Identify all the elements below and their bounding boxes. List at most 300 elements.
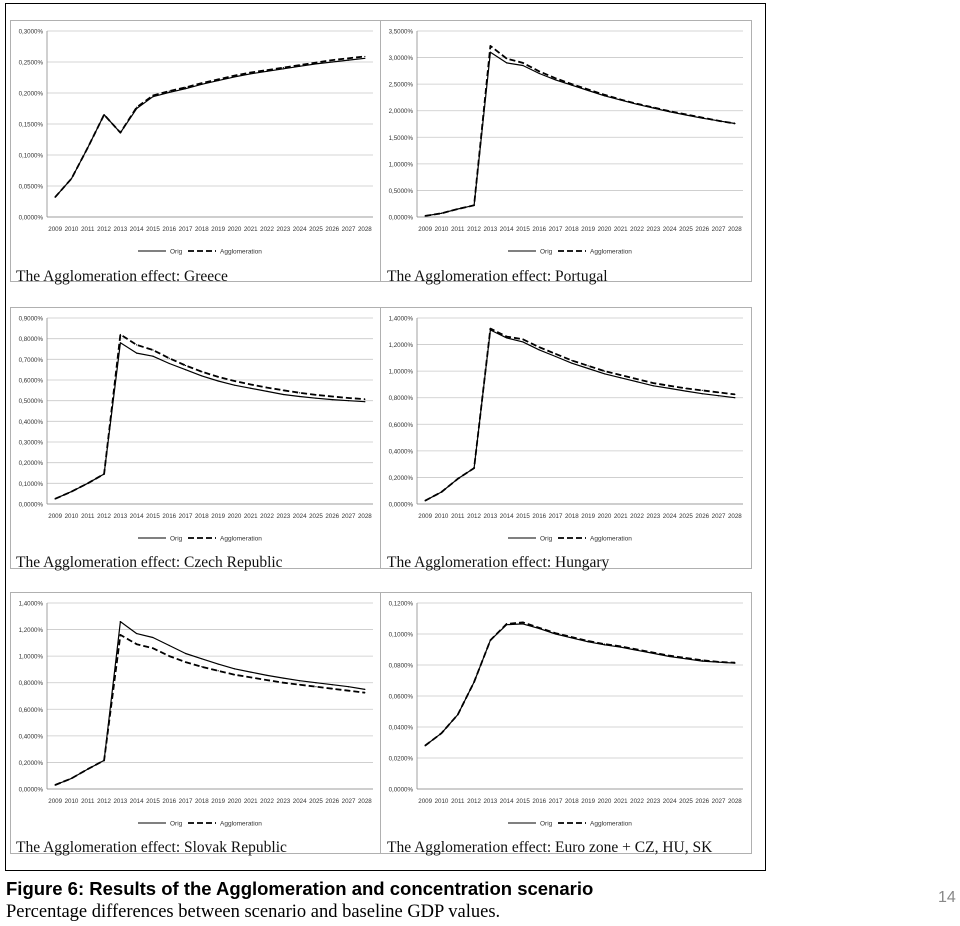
data-point: [266, 387, 267, 388]
data-point: [555, 356, 556, 357]
data-point: [653, 107, 654, 108]
data-point: [201, 371, 202, 372]
y-tick-label: 0,0000%: [388, 214, 413, 222]
data-point: [55, 784, 56, 785]
data-point: [201, 82, 202, 83]
x-tick-label: 2012: [97, 798, 111, 805]
data-point: [685, 390, 686, 391]
x-tick-label: 2018: [564, 226, 579, 233]
data-point: [71, 178, 72, 179]
x-tick-label: 2013: [483, 226, 498, 233]
x-tick-label: 2012: [97, 513, 111, 520]
chart-panel: [380, 592, 752, 854]
x-tick-label: 2018: [194, 226, 209, 233]
x-tick-label: 2011: [81, 513, 95, 520]
series-line-orig: [55, 343, 365, 499]
data-point: [506, 336, 507, 337]
data-point: [332, 684, 333, 685]
data-point: [620, 99, 621, 100]
y-tick-label: 0,0000%: [18, 786, 43, 794]
legend: [138, 249, 262, 256]
x-tick-label: 2014: [129, 513, 144, 520]
data-point: [283, 68, 284, 69]
x-tick-label: 2017: [178, 798, 193, 805]
legend-label-agglomeration: Agglomeration: [590, 535, 632, 543]
x-tick-label: 2011: [81, 226, 95, 233]
data-point: [669, 388, 670, 389]
y-tick-label: 0,0000%: [18, 501, 43, 509]
data-point: [332, 396, 333, 397]
data-point: [441, 213, 442, 214]
x-tick-label: 2014: [499, 513, 514, 520]
data-point: [103, 114, 104, 115]
data-point: [571, 363, 572, 364]
x-tick-label: 2024: [292, 798, 307, 805]
data-point: [364, 399, 365, 400]
x-tick-label: 2027: [711, 798, 726, 805]
y-tick-label: 0,2500%: [18, 59, 43, 67]
data-point: [136, 353, 137, 354]
data-point: [604, 94, 605, 95]
series-line-orig: [425, 330, 735, 501]
legend-label-agglomeration: Agglomeration: [220, 820, 262, 828]
data-point: [299, 392, 300, 393]
data-point: [604, 371, 605, 372]
x-tick-label: 2014: [129, 226, 144, 233]
legend-label-orig: Orig: [540, 535, 553, 543]
data-point: [718, 661, 719, 662]
data-point: [169, 645, 170, 646]
data-point: [685, 388, 686, 389]
x-tick-label: 2016: [532, 798, 547, 805]
data-point: [669, 111, 670, 112]
data-point: [283, 67, 284, 68]
y-tick-label: 0,1500%: [18, 121, 43, 129]
x-tick-label: 2010: [64, 798, 79, 805]
x-tick-label: 2026: [325, 513, 340, 520]
chart-caption: The Agglomeration effect: Hungary: [387, 554, 610, 571]
x-tick-label: 2014: [129, 798, 144, 805]
data-point: [636, 103, 637, 104]
line-chart: [381, 308, 753, 570]
y-tick-label: 0,1000%: [18, 152, 43, 160]
x-tick-label: 2024: [292, 513, 307, 520]
data-point: [734, 123, 735, 124]
chart-caption: The Agglomeration effect: Czech Republic: [16, 554, 283, 571]
x-tick-label: 2013: [113, 798, 128, 805]
y-tick-label: 0,7000%: [18, 356, 43, 364]
data-point: [315, 394, 316, 395]
x-tick-label: 2021: [243, 513, 258, 520]
data-point: [185, 88, 186, 89]
x-tick-label: 2027: [711, 226, 726, 233]
x-tick-label: 2010: [434, 226, 449, 233]
data-point: [490, 640, 491, 641]
x-tick-label: 2010: [64, 226, 79, 233]
data-point: [234, 380, 235, 381]
data-point: [283, 394, 284, 395]
x-tick-label: 2011: [451, 226, 465, 233]
line-chart: [11, 593, 383, 855]
x-tick-label: 2010: [64, 513, 79, 520]
x-tick-label: 2016: [162, 513, 177, 520]
data-point: [588, 89, 589, 90]
y-tick-label: 0,0600%: [388, 693, 413, 701]
x-tick-label: 2027: [711, 513, 726, 520]
data-point: [185, 369, 186, 370]
x-tick-label: 2019: [581, 226, 596, 233]
y-tick-label: 0,4000%: [18, 418, 43, 426]
legend: [508, 536, 632, 543]
data-point: [457, 208, 458, 209]
x-tick-label: 2023: [276, 226, 291, 233]
x-tick-label: 2018: [564, 798, 579, 805]
y-tick-label: 0,4000%: [18, 733, 43, 741]
data-point: [555, 633, 556, 634]
data-point: [201, 658, 202, 659]
legend-label-agglomeration: Agglomeration: [220, 248, 262, 256]
data-point: [539, 347, 540, 348]
data-point: [348, 60, 349, 61]
data-point: [636, 381, 637, 382]
data-point: [364, 58, 365, 59]
data-point: [234, 385, 235, 386]
data-point: [669, 655, 670, 656]
legend-label-agglomeration: Agglomeration: [590, 820, 632, 828]
y-tick-label: 1,0000%: [388, 161, 413, 169]
x-tick-label: 2016: [532, 226, 547, 233]
data-point: [571, 84, 572, 85]
x-tick-label: 2026: [695, 798, 710, 805]
y-tick-label: 0,0000%: [18, 214, 43, 222]
data-point: [283, 677, 284, 678]
data-point: [457, 478, 458, 479]
x-tick-label: 2017: [548, 513, 563, 520]
series-line-orig: [55, 58, 365, 197]
data-point: [136, 344, 137, 345]
data-point: [169, 363, 170, 364]
data-point: [364, 401, 365, 402]
x-tick-label: 2028: [357, 798, 372, 805]
y-tick-label: 0,8000%: [18, 336, 43, 344]
y-tick-label: 0,5000%: [388, 187, 413, 195]
legend-label-orig: Orig: [170, 248, 183, 256]
data-point: [299, 684, 300, 685]
data-point: [604, 373, 605, 374]
x-tick-label: 2016: [162, 226, 177, 233]
x-tick-label: 2011: [81, 798, 95, 805]
data-point: [522, 62, 523, 63]
x-tick-label: 2022: [260, 226, 274, 233]
data-point: [555, 79, 556, 80]
x-tick-label: 2016: [532, 513, 547, 520]
data-point: [250, 677, 251, 678]
y-tick-label: 1,0000%: [18, 653, 43, 661]
x-tick-label: 2020: [227, 798, 242, 805]
x-tick-label: 2018: [194, 798, 209, 805]
x-tick-label: 2027: [341, 513, 356, 520]
y-tick-label: 0,6000%: [388, 421, 413, 429]
x-tick-label: 2023: [276, 513, 291, 520]
data-point: [522, 341, 523, 342]
page-number: 14: [938, 889, 956, 906]
data-point: [87, 483, 88, 484]
y-tick-label: 3,0000%: [388, 55, 413, 63]
data-point: [522, 339, 523, 340]
data-point: [702, 390, 703, 391]
data-point: [250, 671, 251, 672]
data-point: [604, 643, 605, 644]
data-point: [152, 95, 153, 96]
data-point: [332, 399, 333, 400]
data-point: [620, 375, 621, 376]
data-point: [185, 87, 186, 88]
data-point: [718, 395, 719, 396]
data-point: [539, 71, 540, 72]
x-tick-label: 2023: [276, 798, 291, 805]
data-point: [364, 689, 365, 690]
data-point: [506, 62, 507, 63]
data-point: [718, 392, 719, 393]
figure-title: Figure 6: Results of the Agglomeration and concentration scenario: [6, 878, 594, 899]
data-point: [87, 768, 88, 769]
legend-label-orig: Orig: [170, 535, 183, 543]
x-tick-label: 2021: [613, 513, 628, 520]
data-point: [169, 656, 170, 657]
x-tick-label: 2021: [613, 226, 628, 233]
x-tick-label: 2021: [243, 798, 258, 805]
data-point: [473, 205, 474, 206]
data-point: [685, 657, 686, 658]
data-point: [473, 681, 474, 682]
data-point: [364, 56, 365, 57]
data-point: [201, 666, 202, 667]
data-point: [120, 342, 121, 343]
data-point: [71, 491, 72, 492]
data-point: [636, 379, 637, 380]
x-tick-label: 2022: [630, 226, 644, 233]
x-tick-label: 2019: [211, 798, 226, 805]
x-tick-label: 2012: [467, 513, 481, 520]
x-tick-label: 2020: [597, 513, 612, 520]
data-point: [315, 62, 316, 63]
y-tick-label: 0,0200%: [388, 755, 413, 763]
x-tick-label: 2026: [325, 798, 340, 805]
y-tick-label: 0,9000%: [18, 315, 43, 323]
x-tick-label: 2014: [499, 226, 514, 233]
x-tick-label: 2026: [325, 226, 340, 233]
x-tick-label: 2015: [146, 513, 160, 520]
y-tick-label: 1,4000%: [18, 600, 43, 608]
data-point: [266, 69, 267, 70]
series-line-orig: [425, 52, 735, 216]
data-point: [120, 634, 121, 635]
data-point: [250, 384, 251, 385]
x-tick-label: 2027: [341, 226, 356, 233]
x-tick-label: 2012: [97, 226, 111, 233]
data-point: [348, 400, 349, 401]
y-tick-label: 0,0400%: [388, 724, 413, 732]
data-point: [283, 682, 284, 683]
data-point: [315, 686, 316, 687]
x-tick-label: 2013: [113, 226, 128, 233]
y-tick-label: 0,2000%: [18, 759, 43, 767]
legend-label-orig: Orig: [170, 820, 183, 828]
data-point: [588, 368, 589, 369]
data-point: [685, 114, 686, 115]
legend: [138, 821, 262, 828]
x-tick-label: 2011: [451, 513, 465, 520]
data-point: [348, 690, 349, 691]
x-tick-label: 2024: [292, 226, 307, 233]
chart-panel: [10, 307, 382, 569]
x-tick-label: 2023: [646, 798, 661, 805]
y-tick-label: 0,3000%: [18, 28, 43, 36]
x-tick-label: 2012: [467, 798, 481, 805]
line-chart: [381, 593, 753, 855]
data-point: [522, 65, 523, 66]
data-point: [332, 688, 333, 689]
data-point: [588, 640, 589, 641]
data-point: [55, 498, 56, 499]
y-tick-label: 0,2000%: [388, 474, 413, 482]
y-tick-label: 2,5000%: [388, 81, 413, 89]
y-tick-label: 0,2000%: [18, 460, 43, 468]
data-point: [473, 468, 474, 469]
x-tick-label: 2019: [581, 798, 596, 805]
x-tick-label: 2022: [260, 513, 274, 520]
data-point: [734, 662, 735, 663]
data-point: [718, 120, 719, 121]
y-tick-label: 0,3000%: [18, 439, 43, 447]
x-tick-label: 2028: [727, 226, 742, 233]
x-tick-label: 2010: [434, 798, 449, 805]
x-tick-label: 2009: [48, 798, 63, 805]
x-tick-label: 2018: [564, 513, 579, 520]
x-tick-label: 2009: [48, 226, 63, 233]
y-tick-label: 0,0500%: [18, 183, 43, 191]
x-tick-label: 2022: [630, 513, 644, 520]
y-tick-label: 0,8000%: [388, 395, 413, 403]
x-tick-label: 2020: [227, 226, 242, 233]
x-tick-label: 2009: [418, 226, 433, 233]
data-point: [315, 682, 316, 683]
chart-panel: [10, 20, 382, 282]
x-tick-label: 2017: [548, 798, 563, 805]
data-point: [299, 396, 300, 397]
data-point: [457, 714, 458, 715]
data-point: [522, 623, 523, 624]
x-tick-label: 2010: [434, 513, 449, 520]
data-point: [218, 79, 219, 80]
x-tick-label: 2022: [630, 798, 644, 805]
data-point: [539, 73, 540, 74]
x-tick-label: 2028: [357, 226, 372, 233]
data-point: [152, 349, 153, 350]
line-chart: [11, 21, 383, 283]
chart-caption: The Agglomeration effect: Portugal: [387, 268, 608, 285]
data-point: [571, 637, 572, 638]
y-tick-label: 0,0000%: [388, 786, 413, 794]
data-point: [653, 652, 654, 653]
legend: [138, 536, 262, 543]
x-tick-label: 2015: [516, 226, 530, 233]
data-point: [315, 398, 316, 399]
series-line-orig: [55, 622, 365, 785]
data-point: [441, 733, 442, 734]
x-tick-label: 2025: [679, 798, 693, 805]
x-tick-label: 2009: [418, 798, 433, 805]
data-point: [348, 397, 349, 398]
data-point: [55, 197, 56, 198]
data-point: [636, 649, 637, 650]
series-line-agglomeration: [425, 329, 735, 501]
x-tick-label: 2020: [597, 798, 612, 805]
x-tick-label: 2018: [194, 513, 209, 520]
data-point: [555, 78, 556, 79]
x-tick-label: 2026: [695, 513, 710, 520]
legend: [508, 821, 632, 828]
x-tick-label: 2025: [309, 798, 323, 805]
data-point: [169, 358, 170, 359]
data-point: [103, 760, 104, 761]
x-tick-label: 2028: [727, 513, 742, 520]
data-point: [218, 380, 219, 381]
x-tick-label: 2023: [646, 513, 661, 520]
y-tick-label: 0,1200%: [388, 600, 413, 608]
data-point: [283, 390, 284, 391]
data-point: [620, 646, 621, 647]
x-tick-label: 2026: [695, 226, 710, 233]
y-tick-label: 1,2000%: [388, 342, 413, 350]
data-point: [588, 365, 589, 366]
data-point: [522, 622, 523, 623]
legend-label-orig: Orig: [540, 820, 553, 828]
y-tick-label: 0,8000%: [18, 680, 43, 688]
x-tick-label: 2017: [548, 226, 563, 233]
x-tick-label: 2022: [260, 798, 274, 805]
series-line-agglomeration: [55, 56, 365, 197]
y-tick-label: 0,1000%: [388, 631, 413, 639]
data-point: [185, 653, 186, 654]
data-point: [266, 391, 267, 392]
data-point: [571, 360, 572, 361]
data-point: [539, 627, 540, 628]
data-point: [734, 394, 735, 395]
x-tick-label: 2028: [357, 513, 372, 520]
data-point: [71, 778, 72, 779]
data-point: [348, 686, 349, 687]
data-point: [555, 353, 556, 354]
data-point: [136, 633, 137, 634]
x-tick-label: 2023: [646, 226, 661, 233]
legend: [508, 249, 632, 256]
data-point: [120, 132, 121, 133]
data-point: [218, 670, 219, 671]
x-tick-label: 2019: [211, 226, 226, 233]
x-tick-label: 2027: [341, 798, 356, 805]
x-tick-label: 2020: [227, 513, 242, 520]
y-tick-label: 0,2000%: [18, 90, 43, 98]
data-point: [506, 623, 507, 624]
x-tick-label: 2020: [597, 226, 612, 233]
x-tick-label: 2015: [146, 226, 160, 233]
y-tick-label: 1,0000%: [388, 368, 413, 376]
x-tick-label: 2017: [178, 226, 193, 233]
data-point: [136, 107, 137, 108]
chart-panel: [380, 307, 752, 569]
data-point: [266, 679, 267, 680]
